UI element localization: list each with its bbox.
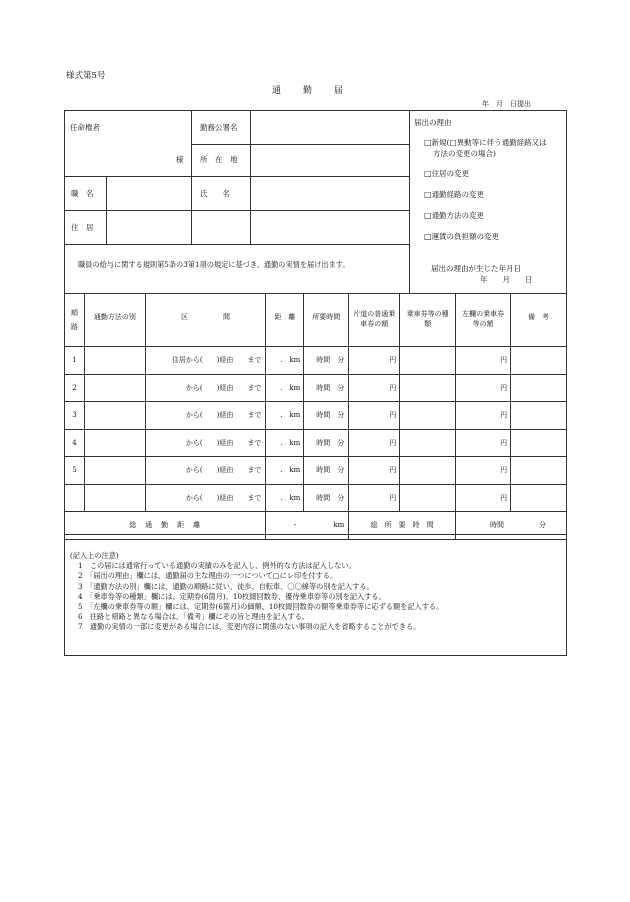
fare-cell[interactable]: 円	[349, 374, 400, 402]
section-cell[interactable]: 住居から( )経由 まで	[145, 347, 266, 375]
header-fare: 片道の普通乗車券の額	[349, 294, 400, 347]
ticket-type-cell[interactable]	[400, 429, 456, 457]
ticket-type-cell[interactable]	[400, 374, 456, 402]
total-distance-value[interactable]: ・ km	[266, 512, 349, 540]
table-row	[65, 402, 567, 430]
checkbox-icon	[424, 138, 432, 147]
reason-new-cont: 方法の変更の場合)	[433, 149, 496, 158]
checkbox-icon	[424, 232, 432, 241]
method-cell[interactable]	[84, 484, 145, 512]
residence-label: 住 居	[71, 223, 94, 232]
total-time-label: 総 所 要 時 間	[349, 512, 456, 540]
remarks-cell[interactable]	[511, 429, 567, 457]
ticket-amount-cell[interactable]: 円	[456, 429, 511, 457]
checkbox-icon	[424, 190, 432, 199]
distance-cell[interactable]: . km	[266, 374, 304, 402]
distance-cell[interactable]: . km	[266, 347, 304, 375]
appointer-sama: 様	[176, 155, 184, 164]
reason-date-value: 年 月 日	[480, 275, 533, 284]
declaration-text: 職員の給与に関する規則第5条の3第1項の規定に基づき、通勤の実情を届け出ます。	[78, 260, 350, 269]
section-cell[interactable]: から( )経由 まで	[145, 484, 266, 512]
header-ticket-amount: 左欄の乗車券等の額	[456, 294, 511, 347]
table-row	[65, 374, 567, 402]
ticket-amount-cell[interactable]: 円	[456, 484, 511, 512]
total-distance-label: 総 通 勤 距 離	[65, 512, 266, 540]
appointer-label: 任命権者	[70, 123, 100, 132]
note-item: 6 往路と帰路と異なる場合は、「備考」欄にその旨と理由を記入する。	[78, 612, 309, 622]
section-cell[interactable]: から( )経由 まで	[145, 374, 266, 402]
total-time-value[interactable]: 時間 分	[456, 512, 567, 540]
time-cell[interactable]: 時間 分	[304, 457, 349, 485]
table-row	[65, 429, 567, 457]
distance-cell[interactable]: . km	[266, 429, 304, 457]
note-item: 5 「左欄の乗車券等の額」欄には、定期券(6箇月)の価額、10枚綴回数券の額等乗車券等に応ずる額を記入する。	[78, 602, 444, 612]
routes-table	[64, 293, 567, 540]
header-method: 通勤方法の別	[84, 294, 145, 347]
ticket-amount-cell[interactable]: 円	[456, 347, 511, 375]
remarks-cell[interactable]	[511, 402, 567, 430]
name-field[interactable]	[251, 177, 408, 209]
method-cell[interactable]	[84, 374, 145, 402]
row-number: 2	[65, 374, 85, 402]
submission-date: 年 月 日提出	[482, 100, 531, 108]
reason-route[interactable]: □ 通勤経路の変更	[424, 191, 484, 199]
distance-cell[interactable]: . km	[266, 402, 304, 430]
table-row	[65, 484, 567, 512]
method-cell[interactable]	[84, 347, 145, 375]
name-label: 氏 名	[200, 189, 230, 198]
fare-cell[interactable]: 円	[349, 484, 400, 512]
note-item: 1 この届には通常行っている通勤の実績のみを記入し、例外的な方法は記入しない。	[78, 561, 356, 571]
table-row	[65, 457, 567, 485]
header-order: 順路	[65, 294, 85, 347]
fare-cell[interactable]: 円	[349, 429, 400, 457]
row-number: 1	[65, 347, 85, 375]
fare-cell[interactable]: 円	[349, 457, 400, 485]
note-item: 3 「通勤方法の別」欄には、通勤の順路に従い、徒歩、自転車、〇〇線等の別を記入する。	[78, 581, 374, 591]
reason-new[interactable]: □ 新規(□異動等に伴う通勤経路又は	[424, 139, 547, 147]
checkbox-icon	[424, 169, 432, 178]
header-time: 所要時間	[304, 294, 349, 347]
reason-method[interactable]: □ 通勤方法の変更	[424, 212, 484, 220]
ticket-amount-cell[interactable]: 円	[456, 402, 511, 430]
method-cell[interactable]	[84, 457, 145, 485]
header-ticket-type: 乗車券等の種類	[400, 294, 456, 347]
time-cell[interactable]: 時間 分	[304, 374, 349, 402]
location-field[interactable]	[251, 145, 408, 175]
office-field[interactable]	[251, 111, 408, 143]
table-row	[65, 347, 567, 375]
page-title: 通勤届	[272, 86, 366, 96]
reasons-heading: 届出の理由	[414, 118, 452, 127]
residence-field[interactable]	[107, 211, 408, 243]
reason-fare[interactable]: □ 運賃の負担額の変更	[424, 233, 499, 241]
section-cell[interactable]: から( )経由 まで	[145, 457, 266, 485]
row-number: 4	[65, 429, 85, 457]
row-number: 5	[65, 457, 85, 485]
note-item: 2 「届出の理由」欄には、通勤届の主な理由の一つについて□にレ印を付する。	[78, 571, 338, 581]
ticket-amount-cell[interactable]: 円	[456, 374, 511, 402]
table-header-row	[65, 294, 567, 347]
ticket-type-cell[interactable]	[400, 484, 456, 512]
fare-cell[interactable]: 円	[349, 402, 400, 430]
section-cell[interactable]: から( )経由 まで	[145, 402, 266, 430]
reason-date-label: 届出の理由が生じた年月日	[431, 264, 521, 273]
time-cell[interactable]: 時間 分	[304, 347, 349, 375]
fare-cell[interactable]: 円	[349, 347, 400, 375]
notes-block	[70, 551, 443, 633]
remarks-cell[interactable]	[511, 484, 567, 512]
position-field[interactable]	[107, 177, 190, 209]
remarks-cell[interactable]	[511, 347, 567, 375]
header-distance: 距 離	[266, 294, 304, 347]
note-item: 7 通勤の実情の一部に変更がある場合には、変更内容に関係のない事項の記入を省略することができる。	[78, 622, 421, 632]
method-cell[interactable]	[84, 402, 145, 430]
row-number	[65, 484, 85, 512]
method-cell[interactable]	[84, 429, 145, 457]
note-item: 4 「乗車券等の種類」欄には、定期券(6箇月)、10枚綴回数券、優待乗車券等の別を記入する。	[78, 591, 386, 601]
time-cell[interactable]: 時間 分	[304, 484, 349, 512]
remarks-cell[interactable]	[511, 374, 567, 402]
ticket-type-cell[interactable]	[400, 402, 456, 430]
header-remarks: 備 考	[511, 294, 567, 347]
section-cell[interactable]: から( )経由 まで	[145, 429, 266, 457]
header-section: 区 間	[145, 294, 266, 347]
time-cell[interactable]: 時間 分	[304, 402, 349, 430]
position-label: 職 名	[71, 189, 94, 198]
checkbox-icon	[424, 211, 432, 220]
reason-residence[interactable]: □ 住居の変更	[424, 170, 469, 178]
time-cell[interactable]: 時間 分	[304, 429, 349, 457]
ticket-type-cell[interactable]	[400, 457, 456, 485]
form-number: 様式第5号	[66, 71, 106, 81]
distance-cell[interactable]: . km	[266, 457, 304, 485]
notes-heading: (記入上の注意)	[70, 551, 119, 560]
distance-cell[interactable]: . km	[266, 484, 304, 512]
ticket-type-cell[interactable]	[400, 347, 456, 375]
row-number: 3	[65, 402, 85, 430]
ticket-amount-cell[interactable]: 円	[456, 457, 511, 485]
office-label: 勤務公署名	[200, 123, 238, 132]
remarks-cell[interactable]	[511, 457, 567, 485]
location-label: 所 在 地	[200, 155, 238, 164]
